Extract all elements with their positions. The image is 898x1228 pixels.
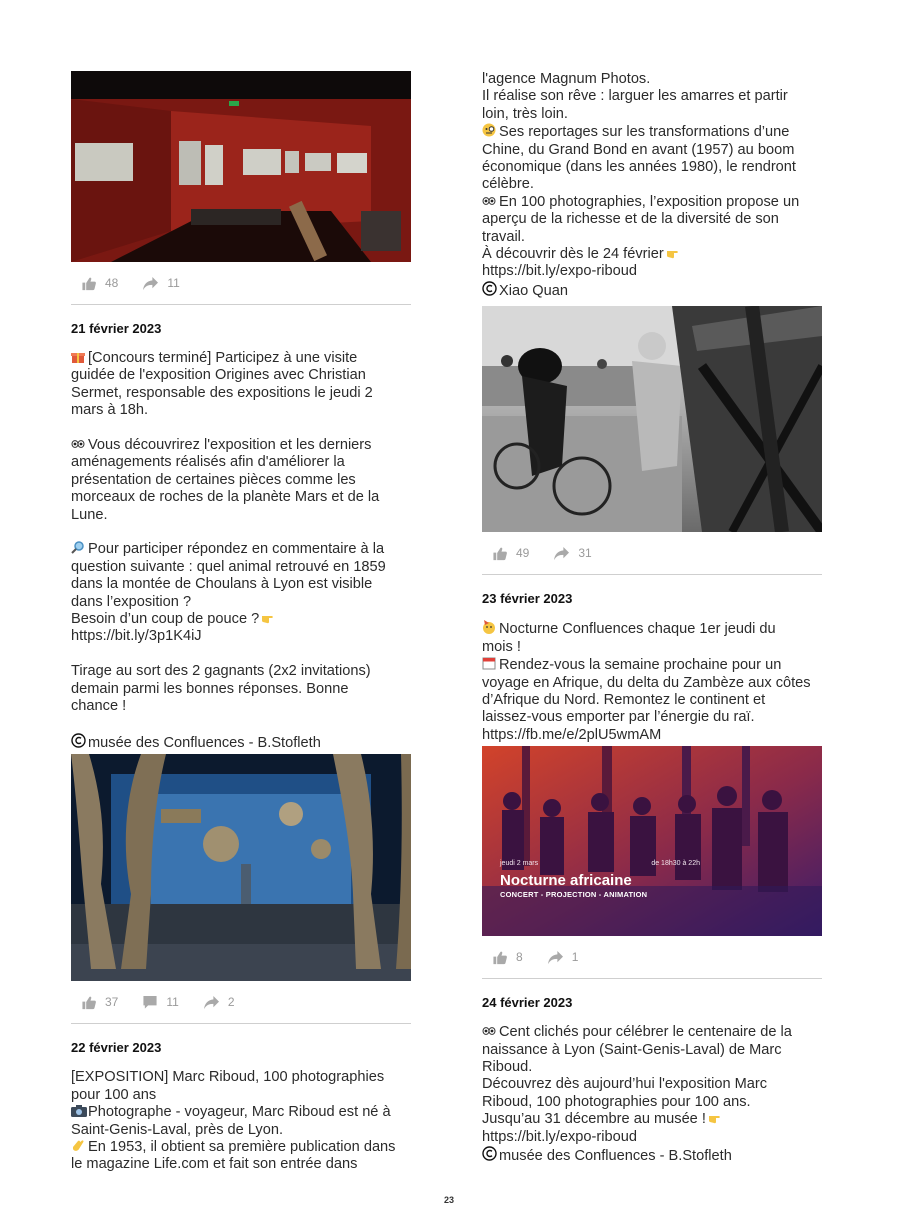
post-line: Riboud. xyxy=(482,1058,533,1075)
pointing-hand-icon xyxy=(261,611,275,624)
post-line: morceaux de roches de la planète Mars et de la xyxy=(71,489,380,506)
post-line: question suivante : quel animal retrouvé en 1859 xyxy=(71,558,386,575)
post-line: En 1953, il obtient sa première publication dans xyxy=(71,1139,411,1156)
post-date: 24 février 2023 xyxy=(482,995,573,1011)
pointing-hand-icon xyxy=(708,1111,722,1124)
monocle-face-icon xyxy=(482,123,496,136)
post-line: guidée de l'exposition Origines avec Christian xyxy=(71,367,366,384)
magnifier-icon xyxy=(71,541,85,554)
post-stats xyxy=(482,936,822,979)
poster-title: Nocturne africaine xyxy=(500,872,632,890)
like-count-value: 49 xyxy=(516,546,530,561)
post-line: dans la montée de Choulans à Lyon est visible xyxy=(71,576,373,593)
share-count-value: 2 xyxy=(227,995,235,1010)
post-line: En 100 photographies, l’exposition propose un xyxy=(482,194,822,211)
post-text xyxy=(482,71,822,300)
riboud-photo-cyclists xyxy=(482,306,822,532)
share-count-value: 11 xyxy=(167,276,180,290)
post-text xyxy=(482,620,822,744)
copyright-icon xyxy=(482,1146,496,1159)
post-line: Tirage au sort des 2 gagnants (2x2 invitations) xyxy=(71,663,371,680)
pointing-hand-icon xyxy=(666,246,680,259)
post-line: Rendez-vous la semaine prochaine pour un xyxy=(482,656,822,674)
post-line: Ses reportages sur les transformations d’une xyxy=(482,123,822,141)
copyright-icon xyxy=(482,281,496,294)
post-line: Découvrez dès aujourd’hui l'exposition Marc xyxy=(482,1076,768,1093)
comment-count[interactable] xyxy=(142,995,178,1010)
photo-credit: Xiao Quan xyxy=(482,281,822,300)
eyes-icon xyxy=(482,1024,496,1037)
post-link[interactable]: https://fb.me/e/2plU5wmAM xyxy=(482,726,662,743)
like-icon xyxy=(81,276,97,291)
post-line: mars à 18h. xyxy=(71,402,149,419)
like-icon xyxy=(492,950,508,965)
photo-credit: musée des Confluences - B.Stofleth xyxy=(482,1146,822,1165)
clapping-hands-icon xyxy=(71,1139,85,1152)
share-count-value: 1 xyxy=(571,950,579,965)
post-line: l'agence Magnum Photos. xyxy=(482,71,651,87)
poster-date-line xyxy=(500,860,700,867)
post-line: Chine, du Grand Bond en avant (1957) au boom xyxy=(482,141,795,158)
exhibition-photo-red-room xyxy=(71,71,411,262)
post-text xyxy=(71,350,411,752)
comment-icon xyxy=(142,995,158,1010)
like-count-value: 48 xyxy=(105,276,119,290)
post-line: célèbre. xyxy=(482,176,534,193)
like-count-value: 37 xyxy=(105,995,119,1010)
left-column xyxy=(71,71,411,1174)
post-line: le magazine Life.com et fait son entrée dans xyxy=(71,1156,358,1173)
like-count[interactable] xyxy=(81,276,118,291)
poster-subtitle: CONCERT - PROJECTION - ANIMATION xyxy=(500,890,648,900)
nocturne-africaine-poster xyxy=(482,746,822,936)
post-stats xyxy=(71,981,411,1024)
post-line: [Concours terminé] Participez à une visite xyxy=(71,350,411,367)
share-icon xyxy=(553,546,570,561)
post-line: loin, très loin. xyxy=(482,105,568,122)
share-count[interactable] xyxy=(553,546,591,561)
post-link[interactable]: https://bit.ly/expo-riboud xyxy=(482,1128,637,1145)
post-line: Cent clichés pour célébrer le centenaire de la xyxy=(482,1024,822,1041)
post-stats xyxy=(482,532,822,575)
share-count[interactable] xyxy=(547,950,579,965)
post-link[interactable]: https://bit.ly/3p1K4iJ xyxy=(71,628,202,645)
share-count[interactable] xyxy=(142,276,179,291)
share-icon xyxy=(203,995,220,1010)
eyes-icon xyxy=(482,194,496,207)
post-line: économique (dans les années 1980), le rendront xyxy=(482,159,796,176)
party-face-icon xyxy=(482,620,496,633)
like-count-value: 8 xyxy=(516,950,523,965)
gift-icon xyxy=(71,350,85,363)
post-line: voyage en Afrique, du delta du Zambèze aux côtes xyxy=(482,674,811,691)
eyes-icon xyxy=(71,437,85,450)
post-line: Sermet, responsable des expositions le jeudi 2 xyxy=(71,384,373,401)
copyright-icon xyxy=(71,733,85,746)
post-line: Lune. xyxy=(71,506,108,523)
post-line: Pour participer répondez en commentaire à la xyxy=(71,541,411,558)
post-line: travail. xyxy=(482,228,525,245)
post-line: Besoin d’un coup de pouce ? xyxy=(71,611,411,628)
camera-icon xyxy=(71,1104,85,1117)
post-line: pour 100 ans xyxy=(71,1086,157,1103)
right-column xyxy=(482,71,822,1165)
poster-date: jeudi 2 mars xyxy=(500,860,539,868)
post-line: Vous découvrirez l'exposition et les derniers xyxy=(71,437,411,454)
like-count[interactable] xyxy=(81,995,118,1010)
like-icon xyxy=(492,546,508,561)
post-line: Il réalise son rêve : larguer les amarres et partir xyxy=(482,88,788,105)
post-line: laissez-vous emporter par l’énergie du raï. xyxy=(482,709,755,726)
post-line: Saint-Genis-Laval, près de Lyon. xyxy=(71,1121,283,1138)
calendar-icon xyxy=(482,656,496,669)
post-line: Nocturne Confluences chaque 1er jeudi du xyxy=(482,620,822,638)
post-line: d’Afrique du Nord. Remontez le continent et xyxy=(482,691,766,708)
post-line: présentation de certaines pièces comme les xyxy=(71,471,356,488)
post-stats xyxy=(71,262,411,305)
poster-time: de 18h30 à 22h xyxy=(651,860,700,868)
post-line: Photographe - voyageur, Marc Riboud est né à xyxy=(71,1104,411,1121)
post-line: Riboud, 100 photographies pour 100 ans. xyxy=(482,1093,751,1110)
comment-count-value: 11 xyxy=(166,995,179,1010)
post-line: demain parmi les bonnes réponses. Bonne xyxy=(71,680,349,697)
post-date: 23 février 2023 xyxy=(482,591,573,607)
post-line: aperçu de la richesse et de la diversité de son xyxy=(482,211,779,228)
share-count[interactable] xyxy=(203,995,235,1010)
share-count-value: 31 xyxy=(578,546,592,561)
exhibition-photo-fossils xyxy=(71,754,411,981)
photo-credit: musée des Confluences - B.Stofleth xyxy=(71,733,411,752)
share-icon xyxy=(547,950,564,965)
post-text xyxy=(71,1069,411,1173)
like-count[interactable] xyxy=(492,950,523,965)
like-icon xyxy=(81,995,97,1010)
post-line: mois ! xyxy=(482,638,521,655)
post-line: naissance à Lyon (Saint-Genis-Laval) de Marc xyxy=(482,1041,782,1058)
post-line: [EXPOSITION] Marc Riboud, 100 photographies xyxy=(71,1069,385,1086)
share-icon xyxy=(142,276,159,291)
post-date: 21 février 2023 xyxy=(71,321,162,336)
post-text xyxy=(482,1024,822,1165)
post-line: À découvrir dès le 24 février xyxy=(482,246,822,263)
post-line: Jusqu’au 31 décembre au musée ! xyxy=(482,1111,822,1128)
post-link[interactable]: https://bit.ly/expo-riboud xyxy=(482,263,637,280)
post-line: dans l’exposition ? xyxy=(71,593,192,610)
like-count[interactable] xyxy=(492,546,529,561)
post-line: chance ! xyxy=(71,698,127,715)
post-line: aménagements réalisés afin d'améliorer la xyxy=(71,454,345,471)
post-date: 22 février 2023 xyxy=(71,1040,162,1056)
page-number: 23 xyxy=(443,1195,454,1205)
